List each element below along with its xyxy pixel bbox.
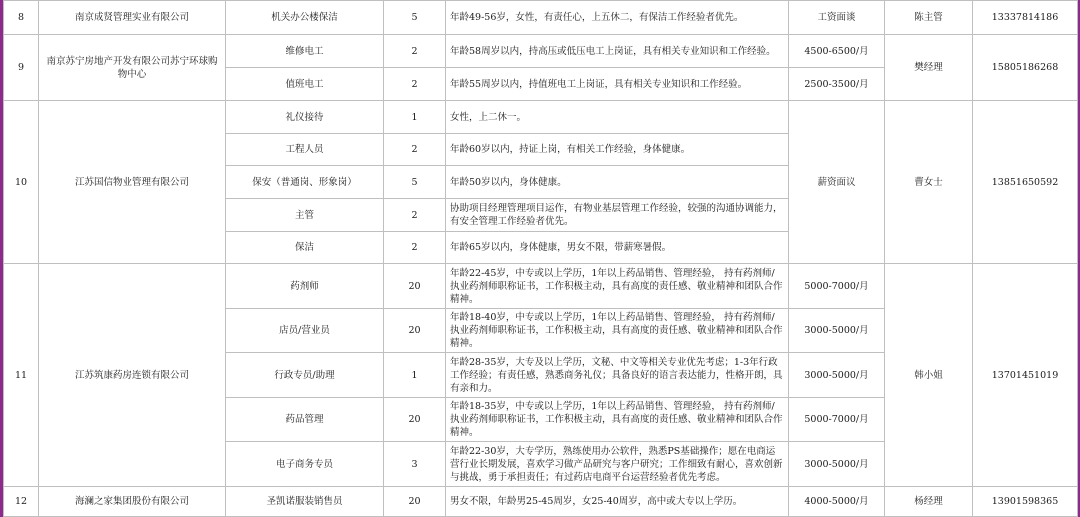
position-title: 药品管理	[226, 398, 384, 442]
salary: 4500-6500/月	[789, 35, 885, 68]
salary: 4000-5000/月	[789, 487, 885, 517]
headcount: 1	[384, 101, 446, 134]
position-title: 机关办公楼保洁	[226, 1, 384, 35]
position-title: 行政专员/助理	[226, 353, 384, 398]
position-title: 主管	[226, 199, 384, 232]
table-row	[4, 101, 1078, 134]
company-name: 海澜之家集团股份有限公司	[39, 487, 226, 517]
job-requirement: 协助项目经理管理项目运作，有物业基层管理工作经验，较强的沟通协调能力，有安全管理工作经验者优先。	[446, 199, 789, 232]
headcount: 20	[384, 487, 446, 517]
headcount: 5	[384, 166, 446, 199]
contact-phone: 13701451019	[973, 264, 1078, 487]
row-number: 9	[4, 35, 39, 101]
contact-phone: 15805186268	[973, 35, 1078, 101]
job-requirement: 年龄50岁以内，身体健康。	[446, 166, 789, 199]
headcount: 3	[384, 442, 446, 487]
position-title: 药剂师	[226, 264, 384, 309]
position-title: 礼仪接待	[226, 101, 384, 134]
salary: 5000-7000/月	[789, 264, 885, 309]
table-row	[4, 487, 1078, 517]
headcount: 20	[384, 264, 446, 309]
job-requirement: 年龄22-30岁，大专学历，熟练使用办公软件，熟悉PS基础操作；愿在电商运营行业长期发展，喜欢学习做产品研究与客户研究；工作细致有耐心，喜欢创新与挑战，勇于承担责任；有过药店电商平台运营经验者优先考虑。	[446, 442, 789, 487]
company-name: 江苏国信物业管理有限公司	[39, 101, 226, 264]
salary: 薪资面议	[789, 101, 885, 264]
headcount: 2	[384, 199, 446, 232]
contact-person: 杨经理	[885, 487, 973, 517]
position-title: 电子商务专员	[226, 442, 384, 487]
contact-person: 韩小姐	[885, 264, 973, 487]
salary: 5000-7000/月	[789, 398, 885, 442]
salary: 3000-5000/月	[789, 442, 885, 487]
headcount: 20	[384, 398, 446, 442]
headcount: 1	[384, 353, 446, 398]
row-number: 8	[4, 1, 39, 35]
job-requirement: 年龄49-56岁，女性，有责任心，上五休二，有保洁工作经验者优先。	[446, 1, 789, 35]
contact-phone: 13851650592	[973, 101, 1078, 264]
contact-phone: 13901598365	[973, 487, 1078, 517]
headcount: 2	[384, 232, 446, 264]
job-requirement: 年龄22-45岁，中专或以上学历，1年以上药品销售、管理经验， 持有药剂师/执业药剂师职称证书，工作积极主动，具有高度的责任感、敬业精神和团队合作精神。	[446, 264, 789, 309]
headcount: 20	[384, 309, 446, 353]
position-title: 圣凯诺服装销售员	[226, 487, 384, 517]
headcount: 2	[384, 68, 446, 101]
company-name: 江苏筑康药房连锁有限公司	[39, 264, 226, 487]
job-requirement: 女性，上二休一。	[446, 101, 789, 134]
job-requirement: 年龄55周岁以内，持值班电工上岗证，具有相关专业知识和工作经验。	[446, 68, 789, 101]
job-openings-table	[3, 0, 1078, 517]
contact-person: 樊经理	[885, 35, 973, 101]
company-name: 南京成贤管理实业有限公司	[39, 1, 226, 35]
job-requirement: 男女不限，年龄男25-45周岁，女25-40周岁，高中或大专以上学历。	[446, 487, 789, 517]
position-title: 值班电工	[226, 68, 384, 101]
row-number: 11	[4, 264, 39, 487]
job-requirement: 年龄18-40岁，中专或以上学历，1年以上药品销售、管理经验， 持有药剂师/执业药剂师职称证书，工作积极主动，具有高度的责任感、敬业精神和团队合作精神。	[446, 309, 789, 353]
position-title: 保洁	[226, 232, 384, 264]
job-requirement: 年龄28-35岁，大专及以上学历，文秘、中文等相关专业优先考虑；1-3年行政工作经验；有责任感，熟悉商务礼仪；具备良好的语言表达能力，性格开朗，具有亲和力。	[446, 353, 789, 398]
job-requirement: 年龄65岁以内，身体健康，男女不限，带薪寒暑假。	[446, 232, 789, 264]
headcount: 5	[384, 1, 446, 35]
contact-phone: 13337814186	[973, 1, 1078, 35]
job-requirement: 年龄58周岁以内，持高压或低压电工上岗证，具有相关专业知识和工作经验。	[446, 35, 789, 68]
table-row	[4, 264, 1078, 309]
contact-person: 曹女士	[885, 101, 973, 264]
table-row	[4, 1, 1078, 35]
job-requirement: 年龄60岁以内，持证上岗，有相关工作经验，身体健康。	[446, 134, 789, 166]
row-number: 10	[4, 101, 39, 264]
salary: 3000-5000/月	[789, 309, 885, 353]
table-row	[4, 35, 1078, 68]
salary: 2500-3500/月	[789, 68, 885, 101]
position-title: 工程人员	[226, 134, 384, 166]
position-title: 保安（普通岗、形象岗）	[226, 166, 384, 199]
position-title: 维修电工	[226, 35, 384, 68]
headcount: 2	[384, 35, 446, 68]
headcount: 2	[384, 134, 446, 166]
position-title: 店员/营业员	[226, 309, 384, 353]
salary: 工资面谈	[789, 1, 885, 35]
salary: 3000-5000/月	[789, 353, 885, 398]
company-name: 南京苏宁房地产开发有限公司苏宁环球购物中心	[39, 35, 226, 101]
row-number: 12	[4, 487, 39, 517]
contact-person: 陈主管	[885, 1, 973, 35]
job-requirement: 年龄18-35岁，中专或以上学历，1年以上药品销售、管理经验， 持有药剂师/执业药剂师职称证书，工作积极主动，具有高度的责任感、敬业精神和团队合作精神。	[446, 398, 789, 442]
